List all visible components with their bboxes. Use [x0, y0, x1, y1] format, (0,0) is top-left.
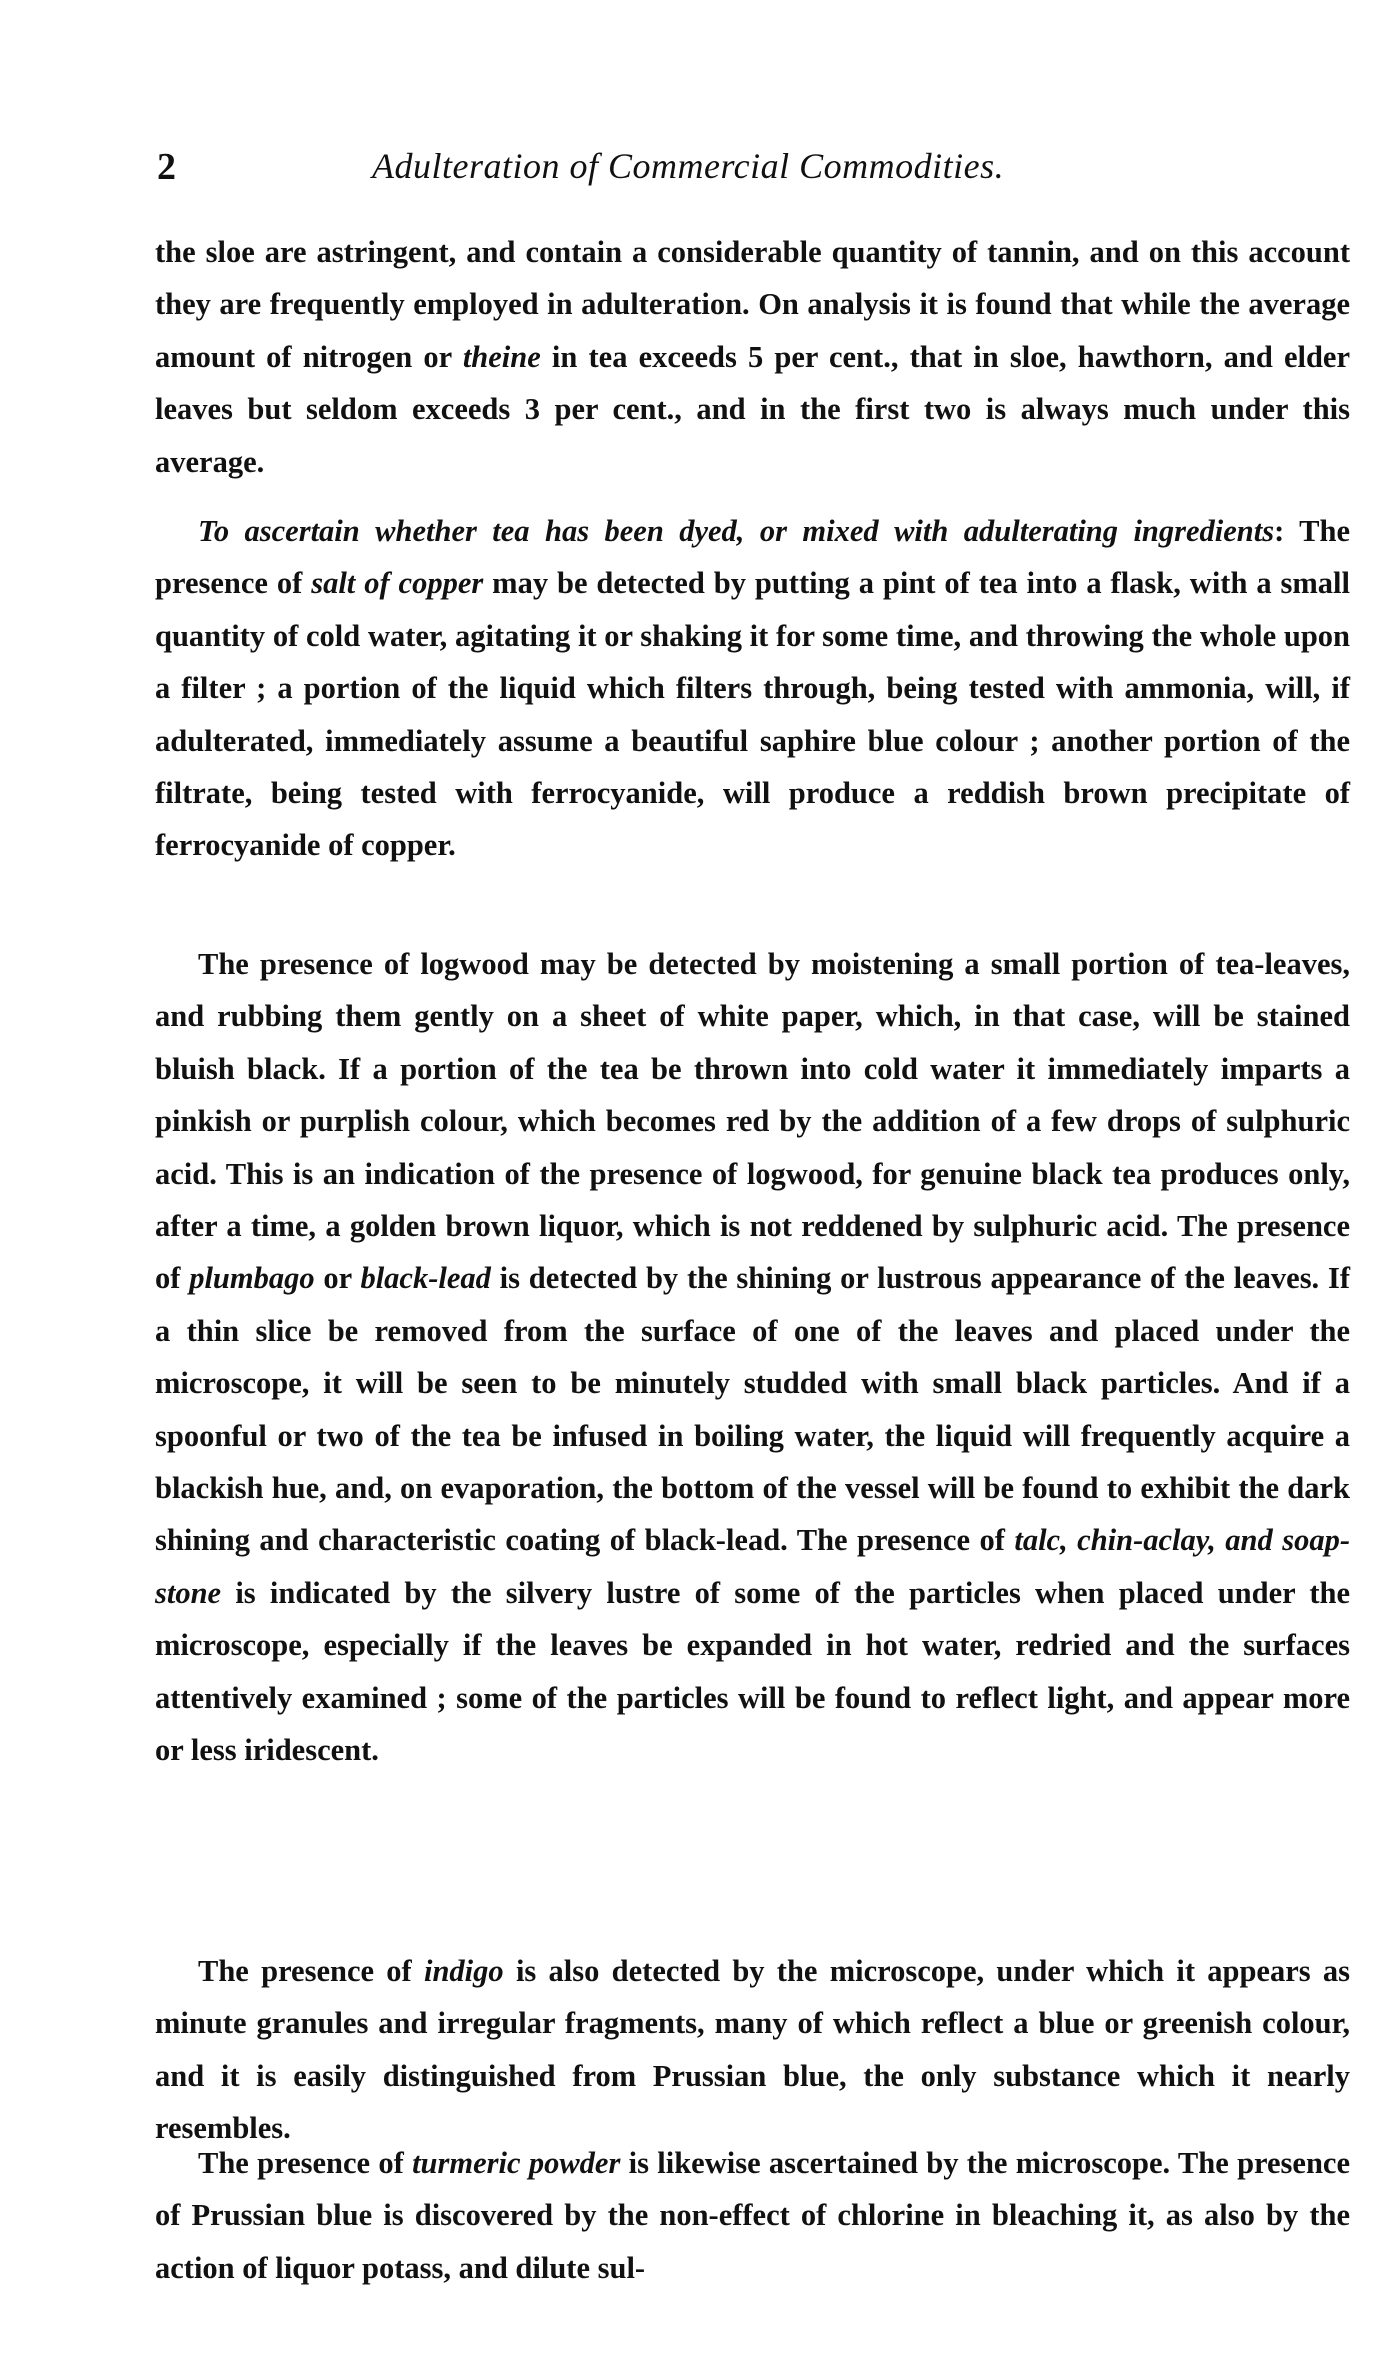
italic-term-plumbago: plumbago [189, 1261, 315, 1296]
page-number: 2 [157, 146, 176, 188]
paragraph-text: is detected by the shining or lustrous appearance of the leaves. If a thin slice be removed from the surface of one of the leaves and placed under the microscope, it will be seen to be minutely studded with small black particles. And if a spoonful or two of the tea be infused in boiling water, the liquid will frequently acquire a blackish hue, and, on evaporation, the bottom of the vessel will be found to exhibit the dark shining and characteristic coating of black-lead. The presence of [155, 1261, 1350, 1558]
paragraph-text: : The presence of [155, 514, 1350, 601]
italic-term-salt-of-copper: salt of copper [311, 566, 484, 601]
paragraph-text: the sloe are astringent, and contain a considerable quantity of tannin, and on this account they are frequently employed in adulteration. On analysis it is found that while the average amount of nitrogen or [155, 235, 1350, 374]
page-header [157, 145, 1279, 195]
paragraph-text: may be detected by putting a pint of tea into a flask, with a small quantity of cold water, agitating it or shaking it for some time, and throwing the whole upon a filter ; a portion of the liquid which filters through, being tested with ammonia, will, if adulterated, immediately assume a beautiful saphire blue colour ; another portion of the filtrate, being tested with ferrocyanide, will produce a reddish brown precipitate of ferrocyanide of copper. [155, 566, 1351, 863]
paragraph-logwood [155, 938, 1350, 1777]
paragraph-text: or [314, 1261, 361, 1296]
paragraph-tea-dyed [155, 505, 1350, 872]
paragraph-text: in tea exceeds 5 per cent., that in sloe, hawthorn, and elder leaves but seldom exceeds 3 per cent., and in the first two is always much under this average. [155, 339, 1351, 479]
paragraph-turmeric [155, 2137, 1350, 2294]
paragraph-text: The presence of [198, 2146, 413, 2180]
italic-term-turmeric: turmeric powder [412, 2146, 621, 2180]
paragraph-text: is likewise ascertained by the microscope. The presence of Prussian blue is discovered by the non-effect of chlorine in bleaching it, as also by the action of liquor potass, and dilute sul- [155, 2146, 1350, 2285]
italic-term-indigo: indigo [424, 1954, 504, 1988]
paragraph-sloe [155, 226, 1350, 488]
paragraph-indigo [155, 1945, 1350, 2155]
paragraph-text: is also detected by the microscope, under which it appears as minute granules and irregular fragments, many of which reflect a blue or greenish colour, and it is easily distinguished from Prussian blue, the only substance which it nearly resembles. [155, 1954, 1351, 2146]
italic-term-talc: talc, chin-aclay, and soap-stone [155, 1523, 1351, 1610]
italic-term-black-lead: black-lead [360, 1261, 491, 1296]
italic-term-theine: theine [462, 339, 541, 374]
paragraph-text: The presence of [198, 1954, 424, 1988]
section-heading: To ascertain whether tea has been dyed, or mixed with adulterating ingredients [198, 514, 1275, 548]
paragraph-text: The presence of logwood may be detected by moistening a small portion of tea-leaves, and rubbing them gently on a sheet of white paper, which, in that case, will be stained bluish black. If a portion of the tea be thrown into cold water it immediately imparts a pinkish or purplish colour, which becomes red by the addition of a few drops of sulphuric acid. This is an indication of the presence of logwood, for genuine black tea produces only, after a time, a golden brown liquor, which is not reddened by sulphuric acid. The presence of [155, 947, 1350, 1296]
paragraph-text: is indicated by the silvery lustre of some of the particles when placed under the microscope, especially if the leaves be expanded in hot water, redried and the surfaces attentively examined ; some of the particles will be found to reflect light, and appear more or less iridescent. [155, 1575, 1350, 1768]
running-title: Adulteration of Commercial Commodities. [372, 146, 1005, 186]
